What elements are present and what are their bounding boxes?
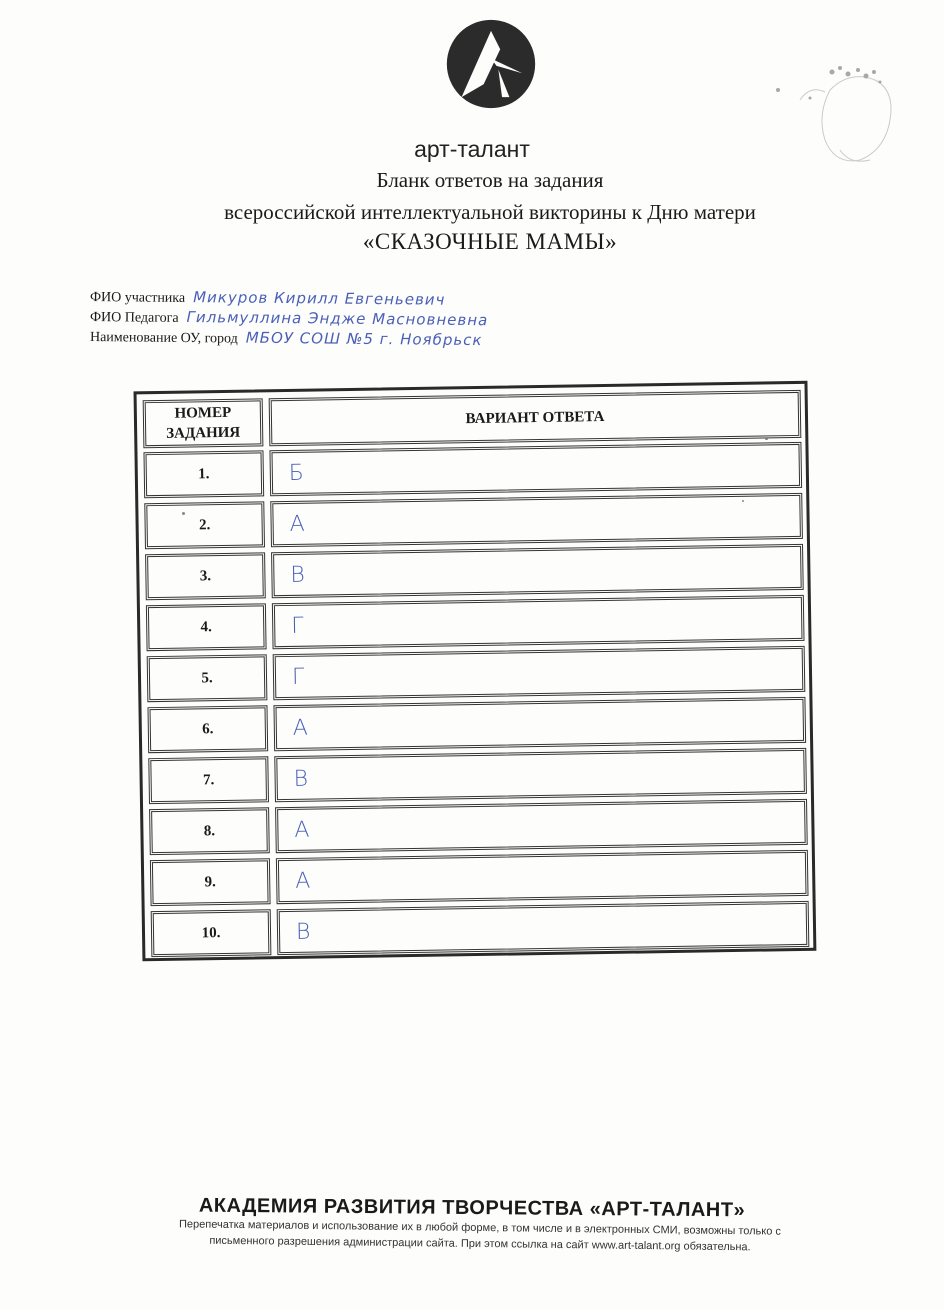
teacher-label: ФИО Педагога: [89, 310, 179, 326]
answers-table-frame: [134, 381, 817, 962]
task-number: 8.: [203, 822, 216, 839]
answer-value: А: [295, 868, 311, 894]
scan-speck: [182, 512, 185, 515]
task-number: 4.: [200, 618, 212, 635]
answer-value: А: [294, 817, 310, 843]
answer-value: В: [293, 766, 309, 792]
task-number: 3.: [199, 567, 212, 584]
task-number: 7.: [202, 771, 215, 788]
copyright-notice-line-2: письменного разрешения администрации сайта. При этом ссылка на сайт www.art-talant.org обязательна.: [209, 1234, 751, 1254]
task-number: 6.: [202, 720, 214, 737]
header-number-cell: [143, 398, 264, 448]
title-line-1: Бланк ответов на задания: [376, 168, 604, 192]
answer-cell: [270, 493, 803, 547]
answer-cell: [273, 646, 806, 700]
answer-cell: [269, 442, 802, 496]
answer-value: Б: [288, 460, 305, 486]
answer-cell: [277, 901, 810, 955]
task-number-cell: [145, 552, 266, 600]
answer-value: В: [295, 919, 311, 945]
scan-speck: [742, 500, 744, 502]
answers-table: [134, 381, 823, 968]
participant-value: Микуров Кирилл Евгеньевич: [193, 288, 446, 309]
task-number-cell: [146, 603, 267, 651]
task-number-cell: [151, 909, 272, 957]
participant-label: ФИО участника: [89, 290, 186, 306]
title-line-2: всероссийской интеллектуальной викторины к Дню матери: [224, 200, 756, 224]
answer-cell: [275, 799, 808, 853]
school-field: [90, 327, 483, 350]
task-number: 9.: [204, 873, 216, 890]
answer-cell: [271, 544, 804, 598]
title-line-3: «СКАЗОЧНЫЕ МАМЫ»: [362, 229, 618, 254]
task-number: 10.: [201, 924, 221, 941]
answer-cell: [272, 595, 805, 649]
art-talant-logo-icon: [445, 18, 537, 110]
task-number-cell: [148, 756, 269, 804]
participant-field: [90, 287, 446, 310]
task-number: 2.: [198, 516, 211, 533]
brand-name: арт-талант: [414, 136, 530, 162]
answer-value: А: [289, 511, 305, 537]
school-value: МБОУ СОШ №5 г. Ноябрьск: [245, 328, 483, 350]
scan-speck: [765, 438, 768, 440]
copyright-notice-line-1: Перепечатка материалов и использование их в любой форме, в том числе и в электронных СМИ, возможны только с: [178, 1218, 782, 1238]
school-label: Наименование ОУ, город: [89, 330, 238, 347]
header-number-label: НОМЕР ЗАДАНИЯ: [166, 404, 241, 442]
answer-value: А: [292, 715, 309, 741]
polar-bear-decoration-icon: [770, 50, 920, 180]
task-number-cell: [147, 705, 268, 753]
header-answer-label: ВАРИАНТ ОТВЕТА: [465, 408, 605, 428]
academy-title: АКАДЕМИЯ РАЗВИТИЯ ТВОРЧЕСТВА «АРТ-ТАЛАНТ»: [198, 1194, 746, 1222]
answer-value: Г: [291, 664, 305, 690]
task-number-cell: [149, 807, 270, 855]
answer-value: Г: [291, 613, 304, 639]
task-number-cell: [150, 858, 271, 906]
answer-cell: [276, 850, 809, 904]
teacher-value: Гильмуллина Энджe Масновнeвна: [186, 308, 489, 330]
answer-cell: [274, 748, 807, 802]
task-number-cell: [147, 654, 268, 702]
answer-value: В: [290, 562, 306, 588]
task-number: 1.: [198, 465, 210, 482]
task-number: 5.: [201, 669, 213, 686]
task-number-cell: [143, 450, 264, 498]
header-answer-cell: [269, 390, 802, 446]
answer-cell: [273, 697, 806, 751]
task-number-cell: [144, 501, 265, 549]
